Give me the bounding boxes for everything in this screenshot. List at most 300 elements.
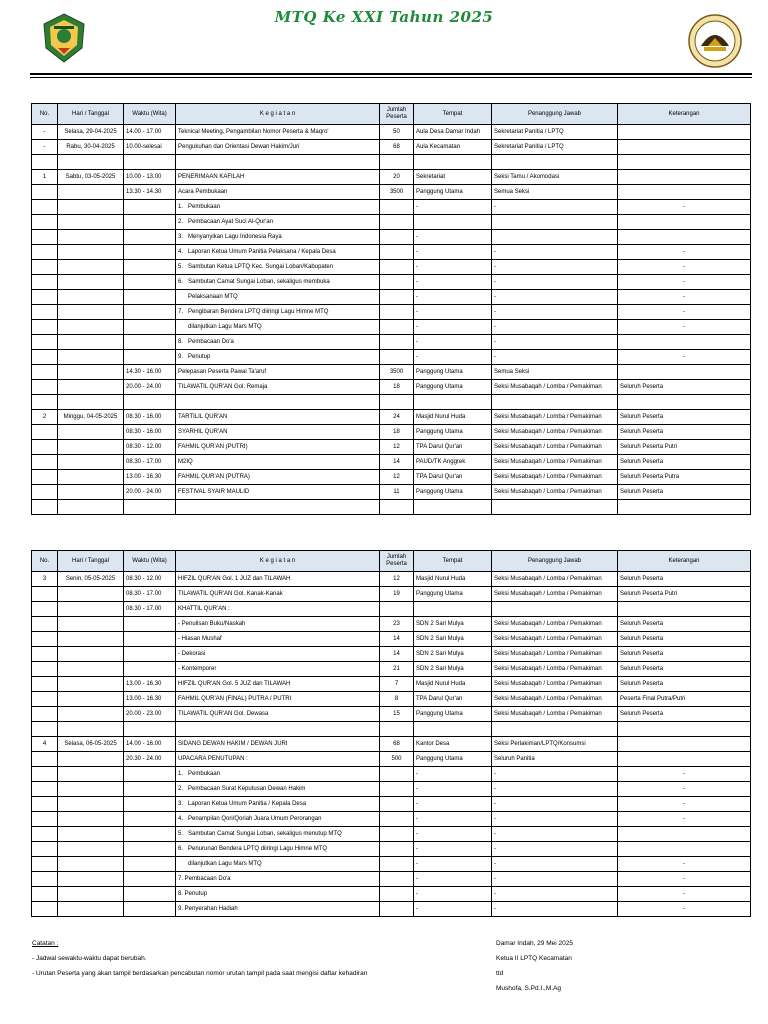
cell-time: 13.00 - 16.30 [124,470,176,485]
cell-venue: Aula Kecamatan [414,140,492,155]
cell-remarks [618,125,751,140]
cell-date [58,305,124,320]
cell-participants [380,857,414,872]
cell-remarks: - [618,857,751,872]
cell-activity: TILAWATIL QUR'AN Gol. Dewasa [176,707,380,722]
cell-time [124,797,176,812]
table-row [32,365,751,380]
page-title: MTQ Ke XXI Tahun 2025 [274,8,494,26]
cell-time: 14.00 - 16.00 [124,737,176,752]
table-row [32,902,751,917]
cell-pic: - [492,842,618,857]
table-row [32,872,751,887]
cell-remarks: Seluruh Peserta [618,572,751,587]
cell-time [124,275,176,290]
table-row [32,290,751,305]
cell-participants: 500 [380,752,414,767]
cell-remarks: Seluruh Peserta [618,425,751,440]
cell-remarks: - [618,350,751,365]
cell-date [58,485,124,500]
cell-date [58,617,124,632]
cell-participants [380,872,414,887]
cell-participants [380,887,414,902]
cell-no [32,440,58,455]
cell-no [32,692,58,707]
cell-participants: 12 [380,572,414,587]
cell-date [58,812,124,827]
cell-time [124,215,176,230]
cell-activity: Pelepasan Peserta Pawai Ta'aruf [176,365,380,380]
cell-pic: Seksi Musabaqah / Lomba / Pemakiman [492,587,618,602]
column-header-venue: Tempat [414,551,492,572]
cell-date [58,827,124,842]
column-header-activity: K e g i a t a n [176,551,380,572]
cell-venue: TPA Darul Qur'an [414,470,492,485]
cell-date [58,155,124,170]
cell-date [58,290,124,305]
cell-remarks: Seluruh Peserta [618,410,751,425]
table-row [32,722,751,737]
cell-pic: - [492,857,618,872]
cell-activity: 2. Pembacaan Surat Keputusan Dewan Hakim [176,782,380,797]
cell-pic [492,155,618,170]
cell-no: - [32,125,58,140]
cell-date [58,602,124,617]
cell-venue: - [414,320,492,335]
cell-time: 08.30 - 16.00 [124,410,176,425]
cell-time: 13.00 - 16.30 [124,692,176,707]
cell-venue: SDN 2 Sari Mulya [414,632,492,647]
table-row [32,440,751,455]
cell-activity [176,500,380,515]
table-row [32,305,751,320]
cell-venue: - [414,275,492,290]
column-header-participants: Jumlah Peserta [380,104,414,125]
cell-no [32,647,58,662]
column-header-time: Waktu (Wita) [124,551,176,572]
cell-remarks: - [618,797,751,812]
cell-date [58,185,124,200]
cell-date: Selasa, 29-04-2025 [58,125,124,140]
cell-date [58,842,124,857]
table-row [32,185,751,200]
cell-activity: 9. Penutup [176,350,380,365]
cell-venue: - [414,305,492,320]
table-row [32,200,751,215]
cell-remarks [618,170,751,185]
cell-time: 10.00 - 13.00 [124,170,176,185]
table-row [32,782,751,797]
cell-time [124,647,176,662]
cell-time [124,812,176,827]
cell-date [58,200,124,215]
cell-venue: - [414,857,492,872]
cell-no [32,275,58,290]
cell-date [58,857,124,872]
cell-no [32,290,58,305]
cell-participants: 14 [380,455,414,470]
cell-pic: Seksi Musabaqah / Lomba / Pemakiman [492,410,618,425]
table-row [32,395,751,410]
cell-no [32,842,58,857]
cell-no [32,155,58,170]
table-row [32,827,751,842]
signature-role: Ketua II LPTQ Kecamatan [496,955,572,962]
cell-activity: Acara Pembukaan [176,185,380,200]
cell-date [58,662,124,677]
cell-venue: - [414,230,492,245]
cell-participants [380,602,414,617]
notes-heading: Catatan : [32,940,59,947]
cell-activity: UPACARA PENUTUPAN : [176,752,380,767]
cell-activity: 5. Sambutan Ketua LPTQ Kec. Sungai Loban/Kabupaten [176,260,380,275]
cell-no [32,350,58,365]
cell-participants [380,335,414,350]
cell-remarks: Seluruh Peserta Putri [618,587,751,602]
cell-date [58,887,124,902]
table-row [32,587,751,602]
cell-activity [176,395,380,410]
cell-no [32,500,58,515]
cell-participants: 23 [380,617,414,632]
cell-no [32,320,58,335]
cell-no [32,380,58,395]
cell-pic: - [492,887,618,902]
mtq-logo-icon [688,14,742,68]
cell-pic: Seksi Musabaqah / Lomba / Pemakiman [492,470,618,485]
cell-remarks: Seluruh Peserta [618,647,751,662]
table-row [32,245,751,260]
table-row [32,707,751,722]
column-header-pic: Penanggung Jawab [492,104,618,125]
table-row [32,320,751,335]
cell-participants: 68 [380,140,414,155]
cell-date [58,275,124,290]
cell-remarks: Seluruh Peserta Putri [618,440,751,455]
cell-pic [492,215,618,230]
cell-participants [380,782,414,797]
cell-pic: - [492,812,618,827]
cell-no [32,902,58,917]
cell-date [58,677,124,692]
cell-activity: PENERIMAAN KAFILAH [176,170,380,185]
cell-remarks [618,215,751,230]
cell-venue: SDN 2 Sari Mulya [414,647,492,662]
cell-no [32,395,58,410]
table-header-row [32,104,751,125]
cell-participants: 14 [380,632,414,647]
cell-venue: Panggung Utama [414,752,492,767]
table-row [32,335,751,350]
cell-activity [176,722,380,737]
cell-pic: Sekretariat Panitia / LPTQ [492,125,618,140]
cell-participants [380,395,414,410]
table-row [32,485,751,500]
cell-date [58,797,124,812]
cell-time: 14.00 - 17.00 [124,125,176,140]
cell-venue: Panggung Utama [414,425,492,440]
cell-participants: 15 [380,707,414,722]
cell-no [32,812,58,827]
cell-no: 2 [32,410,58,425]
cell-no [32,215,58,230]
cell-remarks: Seluruh Peserta [618,677,751,692]
cell-remarks: - [618,887,751,902]
cell-pic: Seksi Musabaqah / Lomba / Pemakiman [492,380,618,395]
cell-remarks: Seluruh Peserta [618,662,751,677]
cell-venue: - [414,827,492,842]
cell-venue: - [414,335,492,350]
cell-remarks: Seluruh Peserta [618,707,751,722]
cell-time: 10.00-selesai [124,140,176,155]
cell-venue: - [414,797,492,812]
cell-pic: - [492,782,618,797]
cell-participants [380,275,414,290]
cell-pic: - [492,305,618,320]
cell-pic [492,602,618,617]
cell-remarks: Seluruh Peserta Putra [618,470,751,485]
cell-no [32,587,58,602]
table-row [32,350,751,365]
cell-date [58,320,124,335]
cell-activity: 7. Pengibaran Bendera LPTQ diiringi Lagu Himne MTQ [176,305,380,320]
cell-participants: 20 [380,170,414,185]
cell-remarks [618,365,751,380]
column-header-no: No. [32,104,58,125]
cell-time [124,305,176,320]
cell-activity: 6. Sambutan Camat Sungai Loban, sekaligus membuka [176,275,380,290]
cell-activity: - Penulisan Buku/Naskah [176,617,380,632]
cell-participants: 68 [380,737,414,752]
cell-date [58,872,124,887]
cell-time [124,320,176,335]
cell-pic: Seksi Musabaqah / Lomba / Pemakiman [492,707,618,722]
cell-activity: 6. Penurunan Bendera LPTQ diiringi Lagu Himne MTQ [176,842,380,857]
cell-pic: - [492,200,618,215]
cell-activity: KHATTIL QUR'AN : [176,602,380,617]
cell-venue: - [414,290,492,305]
signature-block [496,936,573,996]
cell-no: - [32,140,58,155]
cell-participants: 7 [380,677,414,692]
cell-remarks [618,395,751,410]
cell-venue: Panggung Utama [414,365,492,380]
cell-time: 14.30 - 16.00 [124,365,176,380]
cell-venue: - [414,245,492,260]
cell-pic: Seksi Musabaqah / Lomba / Pemakiman [492,692,618,707]
cell-venue: Masjid Nurul Huda [414,410,492,425]
cell-time [124,155,176,170]
column-header-remarks: Keterangan [618,551,751,572]
cell-no [32,425,58,440]
cell-time [124,200,176,215]
cell-remarks: - [618,782,751,797]
cell-remarks: Seluruh Peserta [618,617,751,632]
cell-time: 20.00 - 24.00 [124,485,176,500]
cell-participants [380,320,414,335]
table-row [32,812,751,827]
cell-date: Selasa, 06-05-2025 [58,737,124,752]
cell-pic: Seksi Musabaqah / Lomba / Pemakiman [492,677,618,692]
cell-venue: Masjid Nurul Huda [414,677,492,692]
cell-date [58,335,124,350]
cell-activity: 7. Pembacaan Do'a [176,872,380,887]
table-row [32,260,751,275]
cell-participants: 18 [380,380,414,395]
cell-participants [380,767,414,782]
cell-time [124,872,176,887]
table-row [32,155,751,170]
cell-date [58,692,124,707]
cell-time: 08.30 - 17.00 [124,455,176,470]
cell-participants: 3500 [380,185,414,200]
cell-remarks: - [618,767,751,782]
cell-no: 3 [32,572,58,587]
cell-no [32,662,58,677]
cell-time [124,722,176,737]
cell-pic: Sekretariat Panitia / LPTQ [492,140,618,155]
cell-remarks [618,185,751,200]
cell-participants [380,722,414,737]
column-header-time: Waktu (Wita) [124,104,176,125]
cell-date: Sabtu, 03-05-2025 [58,170,124,185]
cell-venue: PAUD/TK Anggrek [414,455,492,470]
cell-activity: 1. Pembukaan [176,767,380,782]
cell-time [124,395,176,410]
cell-venue: Masjid Nurul Huda [414,572,492,587]
table-row [32,647,751,662]
cell-no [32,827,58,842]
cell-no [32,335,58,350]
cell-participants: 12 [380,470,414,485]
cell-date [58,632,124,647]
cell-activity: HIFZIL QUR'AN Gol. 5 JUZ dan TILAWAH [176,677,380,692]
cell-participants: 18 [380,425,414,440]
cell-venue [414,395,492,410]
cell-participants: 24 [380,410,414,425]
cell-date: Rabu, 30-04-2025 [58,140,124,155]
cell-time: 08.30 - 12.00 [124,572,176,587]
cell-activity: dilanjutkan Lagu Mars MTQ [176,320,380,335]
cell-participants [380,215,414,230]
cell-participants: 14 [380,647,414,662]
cell-activity: FAHMIL QUR'AN (PUTRA) [176,470,380,485]
cell-date [58,470,124,485]
cell-no [32,485,58,500]
cell-remarks: Seluruh Peserta [618,380,751,395]
cell-activity: 4. Penampilan Qori/Qoriah Juara Umum Perorangan [176,812,380,827]
notes-section [32,936,367,981]
cell-activity: Teknical Meeting, Pengambilan Nomor Peserta & Maqro' [176,125,380,140]
cell-pic: - [492,827,618,842]
cell-date [58,752,124,767]
cell-date [58,245,124,260]
cell-date [58,350,124,365]
cell-venue: SDN 2 Sari Mulya [414,662,492,677]
cell-date [58,425,124,440]
cell-time [124,290,176,305]
table-row [32,737,751,752]
cell-pic: - [492,290,618,305]
table-row [32,752,751,767]
cell-time [124,887,176,902]
cell-activity: FAHMIL QUR'AN (FINAL) PUTRA / PUTRI [176,692,380,707]
cell-venue: Aula Desa Damar Indah [414,125,492,140]
cell-activity: 9. Penyerahan Hadiah [176,902,380,917]
cell-remarks: Peserta Final Putra/Putri [618,692,751,707]
column-header-no: No. [32,551,58,572]
cell-venue: Panggung Utama [414,485,492,500]
cell-participants: 12 [380,440,414,455]
cell-pic: - [492,797,618,812]
cell-activity: 2. Pembacaan Ayat Suci Al-Qur'an [176,215,380,230]
table-row [32,140,751,155]
cell-pic: Seksi Musabaqah / Lomba / Pemakiman [492,632,618,647]
cell-no [32,797,58,812]
cell-remarks [618,827,751,842]
cell-date [58,767,124,782]
cell-date [58,707,124,722]
column-header-remarks: Keterangan [618,104,751,125]
header-rule [30,73,752,75]
cell-no [32,752,58,767]
cell-activity [176,155,380,170]
cell-participants [380,230,414,245]
cell-date [58,380,124,395]
cell-date [58,260,124,275]
cell-venue: Sekretariat [414,170,492,185]
column-header-venue: Tempat [414,104,492,125]
cell-remarks: - [618,275,751,290]
cell-date [58,440,124,455]
cell-remarks [618,602,751,617]
cell-pic: Seksi Musabaqah / Lomba / Pemakiman [492,572,618,587]
cell-remarks [618,230,751,245]
cell-remarks: Seluruh Peserta [618,632,751,647]
cell-no [32,707,58,722]
cell-participants [380,305,414,320]
cell-date [58,587,124,602]
table-row [32,692,751,707]
cell-remarks: - [618,305,751,320]
table-row [32,125,751,140]
cell-remarks: - [618,290,751,305]
table-row [32,425,751,440]
cell-date: Minggu, 04-05-2025 [58,410,124,425]
cell-participants: 11 [380,485,414,500]
table-row [32,455,751,470]
cell-venue [414,722,492,737]
cell-time: 20.30 - 24.00 [124,752,176,767]
cell-time [124,857,176,872]
cell-venue: Panggung Utama [414,380,492,395]
note-line: - Urutan Peserta yang akan tampil berdasarkan pencabutan nomor urutan tampil pada saat mengisi daftar kehadiran [32,970,368,977]
cell-time: 13.30 - 14.30 [124,185,176,200]
cell-time [124,230,176,245]
cell-activity: TARTILIL QUR'AN [176,410,380,425]
cell-time: 20.00 - 23.00 [124,707,176,722]
cell-participants [380,842,414,857]
table-row [32,797,751,812]
cell-no [32,872,58,887]
cell-pic: Semua Seksi [492,365,618,380]
cell-venue: Panggung Utama [414,587,492,602]
cell-participants [380,245,414,260]
cell-activity: 4. Laporan Ketua Umum Panitia Pelaksana / Kepala Desa [176,245,380,260]
cell-time [124,827,176,842]
table-row [32,617,751,632]
cell-time [124,335,176,350]
